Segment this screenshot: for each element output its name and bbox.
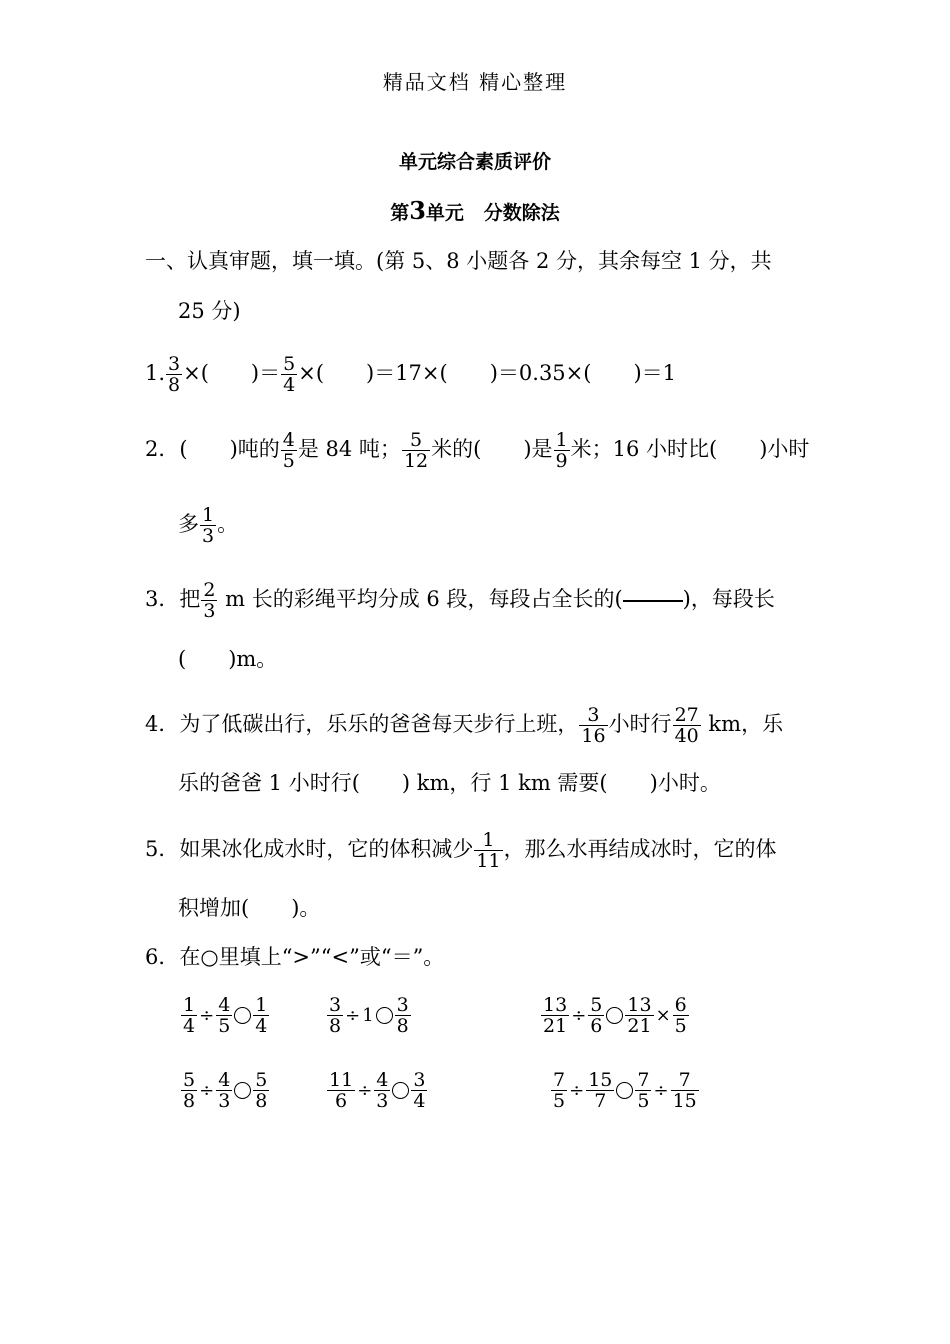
compare-circle[interactable] (234, 1007, 251, 1024)
worksheet-title: 单元综合素质评价 (398, 151, 551, 173)
fraction: $\frac{7}{5}$ (553, 1069, 566, 1112)
number: 1 (362, 1005, 374, 1026)
fraction-blank[interactable] (623, 600, 683, 602)
multiply-sign: × (655, 1005, 671, 1026)
q5-text: 如果冰化成水时，它的体积减少 (179, 837, 474, 861)
fraction: $\frac{1}{9}$ (555, 429, 568, 472)
q4-text: 为了低碳出行，乐乐的爸爸每天步行上班， (179, 712, 579, 736)
divide-sign: ÷ (569, 1080, 585, 1101)
q4-text: 小时行 (608, 712, 672, 736)
divide-sign: ÷ (357, 1080, 373, 1101)
q1-text: ×( )＝17×( )＝0.35×( )＝1 (298, 361, 677, 385)
q2-text: 。 (217, 512, 239, 536)
fraction: $\frac{13}{21}$ (627, 994, 652, 1037)
q6-text: 在○里填上“>”“<”或“＝”。 (179, 945, 445, 969)
fraction: $\frac{27}{40}$ (674, 704, 699, 747)
fraction: $\frac{1}{3}$ (202, 504, 215, 547)
q2-text: ( )吨的 (179, 437, 280, 461)
question-5-cont: 积增加( )。 (178, 896, 321, 920)
fraction: $\frac{4}{3}$ (376, 1069, 389, 1112)
compare-item (326, 995, 412, 1036)
unit-title (0, 196, 950, 225)
fraction: $\frac{3}{4}$ (413, 1069, 426, 1112)
fraction: $\frac{3}{8}$ (168, 353, 181, 396)
fraction: $\frac{5}{4}$ (283, 353, 296, 396)
section-heading-cont: 25 分) (178, 299, 241, 323)
fraction: $\frac{3}{16}$ (581, 704, 606, 747)
fraction: $\frac{3}{8}$ (329, 994, 342, 1037)
question-6 (145, 942, 444, 972)
q1-text: ×( )＝ (183, 361, 281, 385)
fraction: $\frac{5}{6}$ (590, 994, 603, 1037)
q2-number: 2． (145, 437, 180, 461)
question-2 (145, 430, 809, 471)
compare-circle[interactable] (376, 1007, 393, 1024)
question-4 (145, 705, 783, 746)
fraction: $\frac{4}{5}$ (282, 429, 295, 472)
fraction: $\frac{5}{8}$ (255, 1069, 268, 1112)
fraction: $\frac{1}{4}$ (183, 994, 196, 1037)
compare-item (326, 1070, 428, 1111)
unit-prefix: 第 (390, 202, 410, 224)
q4-text: km，乐 (701, 712, 784, 736)
unit-number: 3 (409, 196, 426, 225)
divide-sign: ÷ (653, 1080, 669, 1101)
question-4-cont: 乐的爸爸 1 小时行( ) km，行 1 km 需要( )小时。 (178, 771, 721, 795)
fraction: $\frac{1}{11}$ (476, 829, 501, 872)
page-header: 精品文档 精心整理 (382, 70, 568, 94)
q2-text: 米；16 小时比( )小时 (570, 437, 810, 461)
divide-sign: ÷ (199, 1005, 215, 1026)
question-2-cont (178, 505, 238, 546)
q4-number: 4． (145, 712, 180, 736)
compare-item (180, 995, 270, 1036)
compare-circle[interactable] (616, 1082, 633, 1099)
fraction: $\frac{1}{4}$ (255, 994, 268, 1037)
q3-text: )，每段长 (682, 587, 775, 611)
fraction: $\frac{5}{12}$ (403, 429, 429, 472)
fraction: $\frac{3}{8}$ (396, 994, 409, 1037)
compare-circle[interactable] (234, 1082, 251, 1099)
q2-text: 是 84 吨； (297, 437, 401, 461)
unit-topic: 分数除法 (483, 202, 560, 224)
q2-text: 米的( )是 (431, 437, 553, 461)
q3-number: 3． (145, 587, 180, 611)
fraction: $\frac{5}{8}$ (183, 1069, 196, 1112)
q1-number: 1. (145, 361, 166, 385)
compare-circle[interactable] (606, 1007, 623, 1024)
compare-item (540, 995, 690, 1036)
question-3-cont: ( )m。 (178, 647, 278, 671)
fraction: $\frac{11}{6}$ (329, 1069, 354, 1112)
question-5 (145, 830, 777, 871)
fraction: $\frac{15}{7}$ (588, 1069, 613, 1112)
fraction: $\frac{7}{15}$ (672, 1069, 697, 1112)
question-3 (145, 580, 775, 621)
unit-suffix: 单元 (425, 202, 464, 224)
q6-number: 6． (145, 945, 180, 969)
fraction: $\frac{6}{5}$ (674, 994, 687, 1037)
question-1 (145, 354, 676, 395)
section-heading: 一、认真审题，填一填。(第 5、8 小题各 2 分，其余每空 1 分，共 (145, 249, 772, 273)
q3-text: m 长的彩绳平均分成 6 段，每段占全长的( (218, 587, 623, 611)
divide-sign: ÷ (571, 1005, 587, 1026)
q5-text: ，那么水再结成冰时，它的体 (503, 837, 777, 861)
fraction: $\frac{2}{3}$ (203, 579, 216, 622)
q5-number: 5． (145, 837, 180, 861)
q2-text: 多 (178, 512, 199, 536)
compare-item (550, 1070, 700, 1111)
compare-circle[interactable] (392, 1082, 409, 1099)
fraction: $\frac{4}{5}$ (218, 994, 231, 1037)
fraction: $\frac{13}{21}$ (543, 994, 568, 1037)
compare-item (180, 1070, 270, 1111)
divide-sign: ÷ (199, 1080, 215, 1101)
fraction: $\frac{4}{3}$ (218, 1069, 231, 1112)
q3-text: 把 (179, 587, 201, 611)
divide-sign: ÷ (345, 1005, 361, 1026)
fraction: $\frac{7}{5}$ (637, 1069, 650, 1112)
